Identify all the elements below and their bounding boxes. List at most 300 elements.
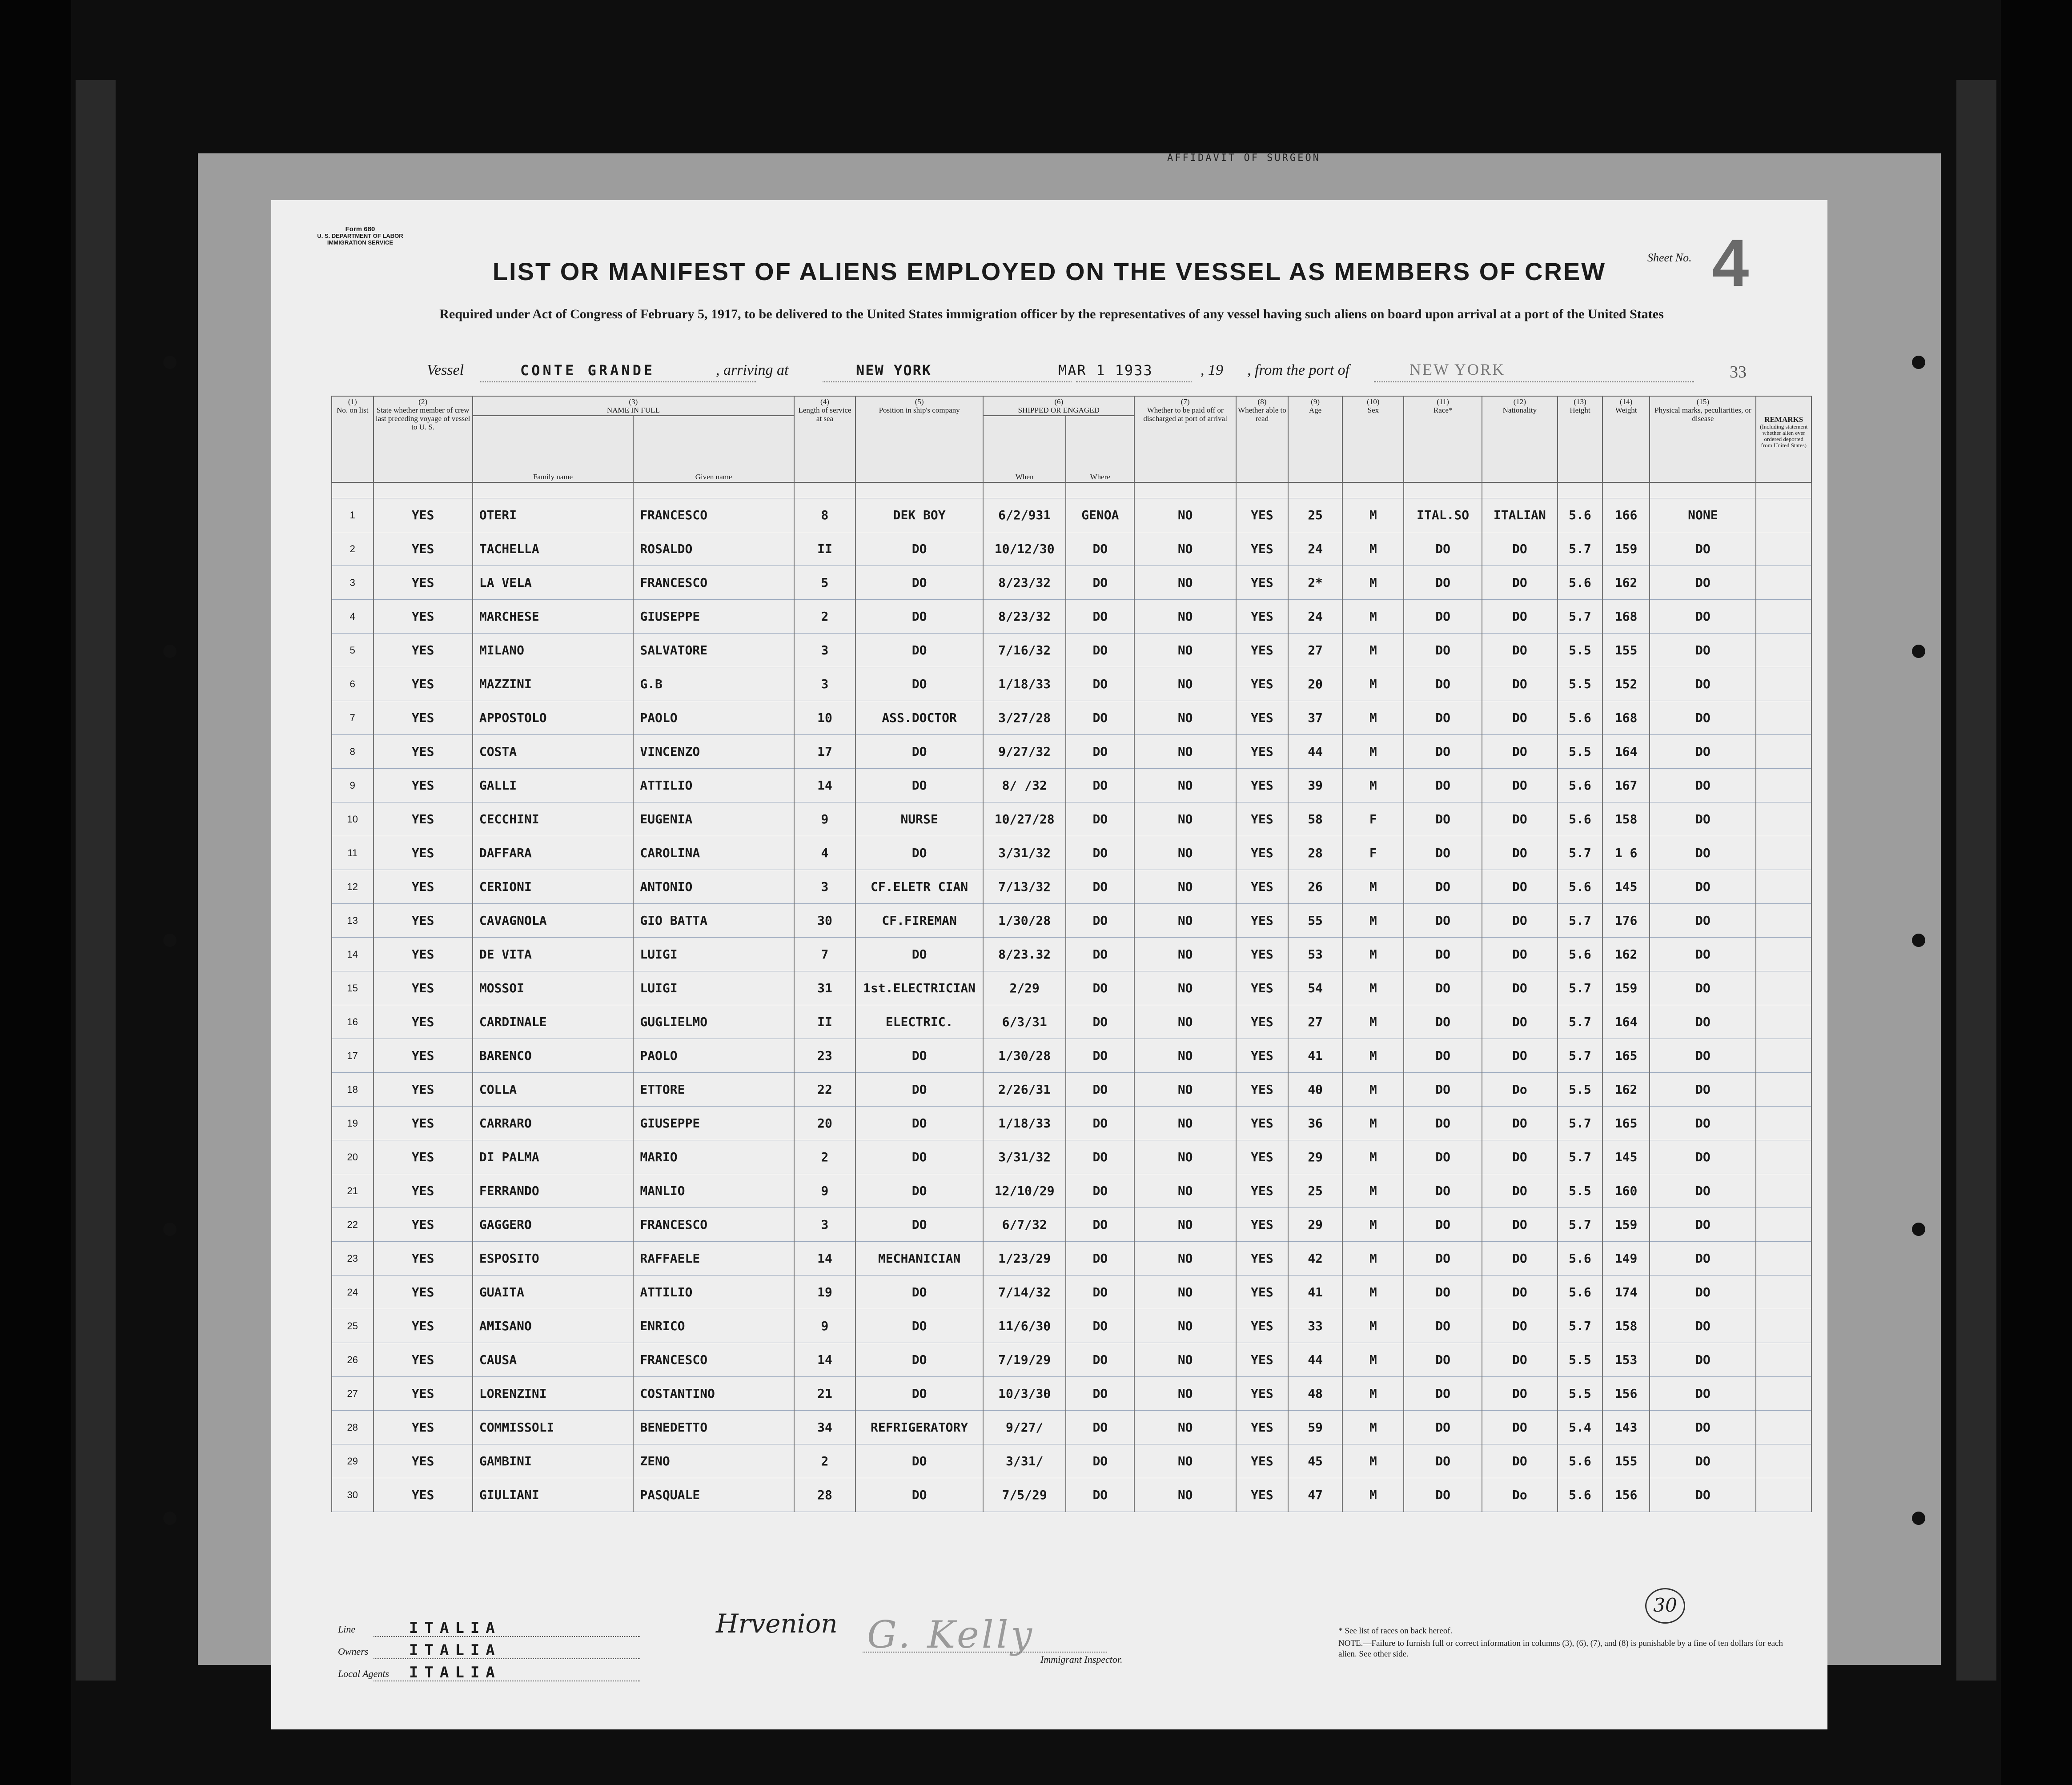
cell-remarks — [1756, 802, 1811, 836]
cell-family-name: COSTA — [473, 735, 634, 769]
cell-age: 54 — [1288, 971, 1342, 1005]
cell-sex: M — [1342, 532, 1404, 566]
cell-height: 5.5 — [1558, 1377, 1602, 1411]
cell-remarks — [1756, 1005, 1811, 1039]
cell-length-of-service: 14 — [794, 1343, 855, 1377]
cell-family-name: BARENCO — [473, 1039, 634, 1073]
cell-sex: M — [1342, 904, 1404, 938]
cell-nationality: DO — [1482, 735, 1558, 769]
inspector-dotline — [863, 1652, 1107, 1653]
cell-sex: M — [1342, 1005, 1404, 1039]
cell-weight: 168 — [1602, 701, 1650, 735]
cell-shipped-where: DO — [1066, 1039, 1134, 1073]
cell-position: NURSE — [855, 802, 983, 836]
cell-length-of-service: 2 — [794, 600, 855, 634]
cell-race: DO — [1404, 1005, 1482, 1039]
cell-remarks — [1756, 971, 1811, 1005]
cell-physical-marks: DO — [1650, 566, 1756, 600]
film-strip-left — [76, 80, 116, 1681]
cell-row-number: 19 — [332, 1107, 373, 1140]
cell-row-number: 7 — [332, 701, 373, 735]
cell-shipped-where: DO — [1066, 938, 1134, 971]
cell-nationality: DO — [1482, 938, 1558, 971]
cell-physical-marks: DO — [1650, 735, 1756, 769]
department-name: U. S. DEPARTMENT OF LABOR — [317, 233, 403, 239]
cell-paid-off: NO — [1134, 802, 1236, 836]
cell-family-name: DAFFARA — [473, 836, 634, 870]
header-last-voyage: (2) State whether member of crew last preceding voyage of vessel to U. S. — [373, 396, 473, 482]
cell-paid-off: NO — [1134, 701, 1236, 735]
cell-length-of-service: 8 — [794, 498, 855, 532]
cell-nationality: DO — [1482, 1377, 1558, 1411]
cell-remarks — [1756, 1444, 1811, 1478]
cell-height: 5.7 — [1558, 600, 1602, 634]
cell-weight: 162 — [1602, 566, 1650, 600]
owners-label: Owners — [338, 1646, 369, 1657]
cell-able-to-read: YES — [1236, 904, 1288, 938]
header-sex: (10) Sex — [1342, 396, 1404, 482]
cell-race: DO — [1404, 634, 1482, 667]
cell-sex: M — [1342, 701, 1404, 735]
cell-weight: 145 — [1602, 870, 1650, 904]
cell-remarks — [1756, 1107, 1811, 1140]
cell-row-number: 9 — [332, 769, 373, 802]
cell-weight: 155 — [1602, 634, 1650, 667]
cell-position: DO — [855, 667, 983, 701]
cell-row-number: 1 — [332, 498, 373, 532]
cell-physical-marks: DO — [1650, 1242, 1756, 1276]
cell-shipped-where: DO — [1066, 1343, 1134, 1377]
cell-remarks — [1756, 566, 1811, 600]
cell-given-name: RAFFAELE — [633, 1242, 794, 1276]
cell-age: 27 — [1288, 1005, 1342, 1039]
cell-given-name: FRANCESCO — [633, 498, 794, 532]
cell-able-to-read: YES — [1236, 1343, 1288, 1377]
cell-physical-marks: DO — [1650, 1444, 1756, 1478]
cell-remarks — [1756, 1343, 1811, 1377]
cell-length-of-service: 3 — [794, 667, 855, 701]
cell-length-of-service: 30 — [794, 904, 855, 938]
cell-weight: 167 — [1602, 769, 1650, 802]
film-strip-right — [1956, 80, 1996, 1681]
header-when: When — [983, 416, 1066, 482]
cell-height: 5.6 — [1558, 1444, 1602, 1478]
cell-given-name: FRANCESCO — [633, 1343, 794, 1377]
cell-position: DO — [855, 1276, 983, 1309]
cell-given-name: GIO BATTA — [633, 904, 794, 938]
cell-shipped-where: DO — [1066, 836, 1134, 870]
header-remarks: REMARKS (Including statement whether alien ever ordered deported from United States) — [1756, 396, 1811, 482]
cell-position: DO — [855, 1174, 983, 1208]
cell-nationality: DO — [1482, 532, 1558, 566]
cell-paid-off: NO — [1134, 1039, 1236, 1073]
cell-weight: 159 — [1602, 971, 1650, 1005]
cell-row-number: 6 — [332, 667, 373, 701]
sheet-number: 4 — [1712, 225, 1749, 300]
cell-able-to-read: YES — [1236, 1174, 1288, 1208]
cell-paid-off: NO — [1134, 1140, 1236, 1174]
cell-remarks — [1756, 600, 1811, 634]
cell-race: DO — [1404, 1208, 1482, 1242]
cell-family-name: FERRANDO — [473, 1174, 634, 1208]
cell-family-name: MILANO — [473, 634, 634, 667]
cell-row-number: 30 — [332, 1478, 373, 1512]
cell-last-voyage: YES — [373, 1478, 473, 1512]
arriving-dotline — [823, 381, 1072, 382]
header-paid-off: (7) Whether to be paid off or discharged at port of arrival — [1134, 396, 1236, 482]
cell-physical-marks: DO — [1650, 634, 1756, 667]
cell-height: 5.7 — [1558, 1005, 1602, 1039]
cell-paid-off: NO — [1134, 1005, 1236, 1039]
cell-nationality: DO — [1482, 769, 1558, 802]
cell-shipped-where: DO — [1066, 971, 1134, 1005]
header-age: (9) Age — [1288, 396, 1342, 482]
cell-nationality: DO — [1482, 1174, 1558, 1208]
cell-able-to-read: YES — [1236, 836, 1288, 870]
cell-shipped-when: 6/2/931 — [983, 498, 1066, 532]
header-height: (13) Height — [1558, 396, 1602, 482]
cell-last-voyage: YES — [373, 1276, 473, 1309]
cell-remarks — [1756, 667, 1811, 701]
cell-shipped-when: 3/31/32 — [983, 836, 1066, 870]
cell-remarks — [1756, 1276, 1811, 1309]
cell-last-voyage: YES — [373, 1411, 473, 1444]
cell-weight: 168 — [1602, 600, 1650, 634]
cell-position: DO — [855, 566, 983, 600]
cell-given-name: FRANCESCO — [633, 566, 794, 600]
cell-paid-off: NO — [1134, 769, 1236, 802]
cell-position: DO — [855, 600, 983, 634]
vessel-label: Vessel — [427, 362, 464, 378]
cell-physical-marks: DO — [1650, 1005, 1756, 1039]
cell-position: DO — [855, 1073, 983, 1107]
cell-position: DO — [855, 769, 983, 802]
table-row — [332, 1208, 1811, 1242]
cell-family-name: MARCHESE — [473, 600, 634, 634]
cell-family-name: LA VELA — [473, 566, 634, 600]
table-row — [332, 938, 1811, 971]
cell-nationality: DO — [1482, 1309, 1558, 1343]
cell-weight: 155 — [1602, 1444, 1650, 1478]
table-spacer-row — [332, 482, 1811, 498]
cell-position: DO — [855, 1309, 983, 1343]
cell-row-number: 15 — [332, 971, 373, 1005]
cell-family-name: GIULIANI — [473, 1478, 634, 1512]
cell-nationality: DO — [1482, 1005, 1558, 1039]
cell-able-to-read: YES — [1236, 1309, 1288, 1343]
cell-row-number: 18 — [332, 1073, 373, 1107]
cell-sex: F — [1342, 836, 1404, 870]
table-row — [332, 1276, 1811, 1309]
cell-sex: M — [1342, 566, 1404, 600]
cell-height: 5.6 — [1558, 1276, 1602, 1309]
cell-shipped-when: 2/26/31 — [983, 1073, 1066, 1107]
cell-sex: M — [1342, 1208, 1404, 1242]
cell-row-number: 12 — [332, 870, 373, 904]
cell-shipped-where: DO — [1066, 1242, 1134, 1276]
cell-paid-off: NO — [1134, 532, 1236, 566]
cell-shipped-where: DO — [1066, 904, 1134, 938]
cell-height: 5.5 — [1558, 634, 1602, 667]
cell-shipped-when: 1/18/33 — [983, 667, 1066, 701]
cell-last-voyage: YES — [373, 938, 473, 971]
table-row — [332, 971, 1811, 1005]
cell-paid-off: NO — [1134, 1309, 1236, 1343]
cell-able-to-read: YES — [1236, 1242, 1288, 1276]
cell-age: 24 — [1288, 600, 1342, 634]
cell-nationality: DO — [1482, 1242, 1558, 1276]
sheet-label: Sheet No. — [1647, 251, 1692, 264]
cell-race: DO — [1404, 1107, 1482, 1140]
cell-given-name: SALVATORE — [633, 634, 794, 667]
cell-height: 5.7 — [1558, 532, 1602, 566]
cell-last-voyage: YES — [373, 1444, 473, 1478]
cell-age: 55 — [1288, 904, 1342, 938]
cell-length-of-service: 28 — [794, 1478, 855, 1512]
signature-inspector: G. Kelly — [867, 1613, 1035, 1657]
cell-length-of-service: 20 — [794, 1107, 855, 1140]
cell-sex: M — [1342, 1309, 1404, 1343]
cell-last-voyage: YES — [373, 735, 473, 769]
cell-weight: 156 — [1602, 1478, 1650, 1512]
cell-row-number: 24 — [332, 1276, 373, 1309]
cell-remarks — [1756, 1039, 1811, 1073]
cell-shipped-where: DO — [1066, 1208, 1134, 1242]
cell-weight: 165 — [1602, 1039, 1650, 1073]
cell-paid-off: NO — [1134, 1276, 1236, 1309]
header-physical-marks: (15) Physical marks, peculiarities, or disease — [1650, 396, 1756, 482]
cell-shipped-where: DO — [1066, 1073, 1134, 1107]
cell-nationality: DO — [1482, 1411, 1558, 1444]
punch-hole — [163, 1512, 177, 1525]
cell-able-to-read: YES — [1236, 498, 1288, 532]
header-able-to-read: (8) Whether able to read — [1236, 396, 1288, 482]
form-identifier — [313, 226, 407, 246]
cell-able-to-read: YES — [1236, 735, 1288, 769]
cell-nationality: DO — [1482, 634, 1558, 667]
cell-physical-marks: DO — [1650, 1343, 1756, 1377]
cell-position: DO — [855, 1107, 983, 1140]
cell-row-number: 5 — [332, 634, 373, 667]
cell-able-to-read: YES — [1236, 1005, 1288, 1039]
cell-able-to-read: YES — [1236, 1411, 1288, 1444]
cell-age: 41 — [1288, 1039, 1342, 1073]
cell-row-number: 11 — [332, 836, 373, 870]
cell-remarks — [1756, 634, 1811, 667]
table-row — [332, 498, 1811, 532]
film-border-right — [2001, 0, 2072, 1785]
cell-last-voyage: YES — [373, 600, 473, 634]
cell-age: 39 — [1288, 769, 1342, 802]
cell-shipped-when: 8/23/32 — [983, 600, 1066, 634]
cell-height: 5.6 — [1558, 1478, 1602, 1512]
cell-row-number: 25 — [332, 1309, 373, 1343]
cell-age: 25 — [1288, 1174, 1342, 1208]
cell-paid-off: NO — [1134, 735, 1236, 769]
cell-weight: 159 — [1602, 532, 1650, 566]
cell-height: 5.6 — [1558, 1242, 1602, 1276]
agents-label: Local Agents — [338, 1668, 390, 1679]
cell-family-name: CAUSA — [473, 1343, 634, 1377]
owners-value: ITALIA — [409, 1641, 501, 1659]
cell-family-name: CECCHINI — [473, 802, 634, 836]
cell-position: REFRIGERATORY — [855, 1411, 983, 1444]
form-number: Form 680 — [345, 225, 375, 233]
cell-age: 2* — [1288, 566, 1342, 600]
cell-age: 36 — [1288, 1107, 1342, 1140]
cell-weight: 152 — [1602, 667, 1650, 701]
cell-remarks — [1756, 498, 1811, 532]
cell-shipped-where: DO — [1066, 1140, 1134, 1174]
vessel-line — [271, 360, 1827, 387]
cell-family-name: GALLI — [473, 769, 634, 802]
table-row — [332, 1343, 1811, 1377]
cell-able-to-read: YES — [1236, 1377, 1288, 1411]
cell-shipped-when: 6/3/31 — [983, 1005, 1066, 1039]
punch-hole — [1912, 356, 1925, 369]
cell-age: 58 — [1288, 802, 1342, 836]
cell-weight: 162 — [1602, 1073, 1650, 1107]
cell-sex: M — [1342, 769, 1404, 802]
cell-remarks — [1756, 1478, 1811, 1512]
cell-height: 5.6 — [1558, 701, 1602, 735]
table-row — [332, 1073, 1811, 1107]
cell-position: MECHANICIAN — [855, 1242, 983, 1276]
table-row — [332, 1140, 1811, 1174]
cell-shipped-where: DO — [1066, 1411, 1134, 1444]
cell-nationality: DO — [1482, 1444, 1558, 1478]
cell-shipped-where: DO — [1066, 566, 1134, 600]
cell-able-to-read: YES — [1236, 938, 1288, 971]
cell-paid-off: NO — [1134, 870, 1236, 904]
cell-position: DO — [855, 836, 983, 870]
cell-row-number: 20 — [332, 1140, 373, 1174]
cell-able-to-read: YES — [1236, 1208, 1288, 1242]
cell-physical-marks: DO — [1650, 971, 1756, 1005]
cell-remarks — [1756, 904, 1811, 938]
cell-remarks — [1756, 1411, 1811, 1444]
cell-given-name: ATTILIO — [633, 769, 794, 802]
cell-remarks — [1756, 1073, 1811, 1107]
cell-sex: M — [1342, 938, 1404, 971]
cell-height: 5.6 — [1558, 566, 1602, 600]
cell-paid-off: NO — [1134, 1377, 1236, 1411]
cell-position: ASS.DOCTOR — [855, 701, 983, 735]
table-row — [332, 1444, 1811, 1478]
cell-last-voyage: YES — [373, 1140, 473, 1174]
cell-position: DO — [855, 532, 983, 566]
cell-weight: 165 — [1602, 1107, 1650, 1140]
cell-race: DO — [1404, 1309, 1482, 1343]
cell-row-number: 26 — [332, 1343, 373, 1377]
cell-able-to-read: YES — [1236, 1107, 1288, 1140]
cell-family-name: OTERI — [473, 498, 634, 532]
cell-length-of-service: 31 — [794, 971, 855, 1005]
punch-hole — [163, 645, 177, 658]
cell-sex: M — [1342, 1039, 1404, 1073]
cell-family-name: CERIONI — [473, 870, 634, 904]
cell-able-to-read: YES — [1236, 1039, 1288, 1073]
from-dotline — [1374, 381, 1694, 382]
cell-shipped-when: 3/31/ — [983, 1444, 1066, 1478]
cell-physical-marks: DO — [1650, 667, 1756, 701]
header-given-name: Given name — [633, 416, 794, 482]
cell-height: 5.6 — [1558, 498, 1602, 532]
cell-able-to-read: YES — [1236, 769, 1288, 802]
table-row — [332, 802, 1811, 836]
cell-remarks — [1756, 532, 1811, 566]
cell-shipped-when: 3/31/32 — [983, 1140, 1066, 1174]
cell-weight: 174 — [1602, 1276, 1650, 1309]
cell-position: DO — [855, 1377, 983, 1411]
cell-nationality: DO — [1482, 1107, 1558, 1140]
cell-shipped-when: 10/27/28 — [983, 802, 1066, 836]
cell-sex: M — [1342, 634, 1404, 667]
cell-paid-off: NO — [1134, 498, 1236, 532]
cell-last-voyage: YES — [373, 1208, 473, 1242]
cell-paid-off: NO — [1134, 1107, 1236, 1140]
cell-row-number: 22 — [332, 1208, 373, 1242]
from-port: NEW YORK — [1409, 361, 1505, 378]
cell-physical-marks: DO — [1650, 1039, 1756, 1073]
arriving-port: NEW YORK — [856, 362, 932, 379]
cell-physical-marks: DO — [1650, 769, 1756, 802]
cell-family-name: GAGGERO — [473, 1208, 634, 1242]
table-row — [332, 1309, 1811, 1343]
cell-age: 20 — [1288, 667, 1342, 701]
cell-paid-off: NO — [1134, 1174, 1236, 1208]
cell-given-name: G.B — [633, 667, 794, 701]
cell-sex: M — [1342, 1073, 1404, 1107]
cell-sex: M — [1342, 1377, 1404, 1411]
cell-height: 5.6 — [1558, 802, 1602, 836]
cell-age: 45 — [1288, 1444, 1342, 1478]
cell-able-to-read: YES — [1236, 667, 1288, 701]
cell-row-number: 3 — [332, 566, 373, 600]
crew-table — [331, 396, 1812, 1512]
cell-remarks — [1756, 1140, 1811, 1174]
cell-shipped-when: 7/14/32 — [983, 1276, 1066, 1309]
cell-row-number: 10 — [332, 802, 373, 836]
cell-remarks — [1756, 735, 1811, 769]
cell-length-of-service: 14 — [794, 769, 855, 802]
cell-last-voyage: YES — [373, 1073, 473, 1107]
cell-paid-off: NO — [1134, 566, 1236, 600]
table-row — [332, 904, 1811, 938]
cell-paid-off: NO — [1134, 634, 1236, 667]
cell-age: 53 — [1288, 938, 1342, 971]
cell-able-to-read: YES — [1236, 701, 1288, 735]
cell-weight: 145 — [1602, 1140, 1650, 1174]
table-row — [332, 735, 1811, 769]
cell-shipped-when: 2/29 — [983, 971, 1066, 1005]
cell-given-name: PAOLO — [633, 1039, 794, 1073]
cell-shipped-when: 7/5/29 — [983, 1478, 1066, 1512]
page-subtitle: Required under Act of Congress of February 5, 1917, to be delivered to the United States immigration officer by the representatives of any vessel having such aliens on board upon arrival at a port of the United States — [439, 307, 1664, 321]
cell-given-name: LUIGI — [633, 938, 794, 971]
table-row — [332, 1411, 1811, 1444]
line-dotline — [373, 1636, 640, 1637]
cell-given-name: MANLIO — [633, 1174, 794, 1208]
header-shipped-engaged: (6) SHIPPED OR ENGAGED — [983, 396, 1134, 416]
header-family-name: Family name — [473, 416, 634, 482]
cell-row-number: 4 — [332, 600, 373, 634]
cell-weight: 158 — [1602, 802, 1650, 836]
cell-remarks — [1756, 769, 1811, 802]
cell-family-name: APPOSTOLO — [473, 701, 634, 735]
cell-nationality: DO — [1482, 600, 1558, 634]
header-race: (11) Race* — [1404, 396, 1482, 482]
